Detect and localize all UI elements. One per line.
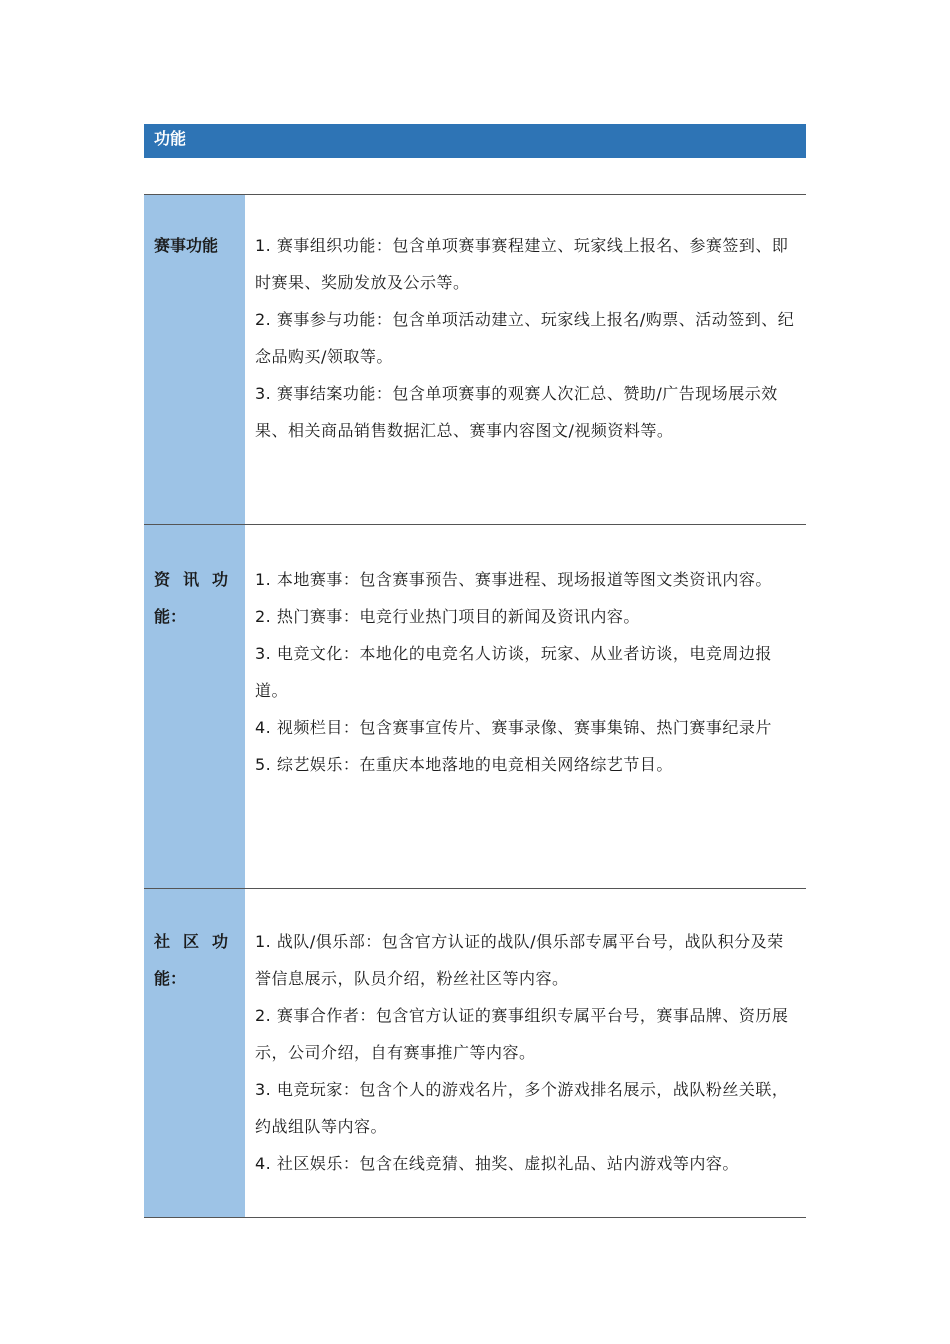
list-item: 4. 社区娱乐：包含在线竞猜、抽奖、虚拟礼品、站内游戏等内容。 xyxy=(255,1154,739,1173)
list-item: 3. 赛事结案功能：包含单项赛事的观赛人次汇总、赞助/广告现场展示效果、相关商品销售数据汇总、赛事内容图文/视频资料等。 xyxy=(255,384,778,440)
row-label-match xyxy=(144,195,245,524)
list-item: 2. 赛事合作者：包含官方认证的赛事组织专属平台号，赛事品牌、资历展示，公司介绍，自有赛事推广等内容。 xyxy=(255,1006,789,1062)
row-label-line2: 能： xyxy=(154,607,187,626)
table-row-community xyxy=(144,889,806,1218)
list-item: 1. 本地赛事：包含赛事预告、赛事进程、现场报道等图文类资讯内容。 xyxy=(255,570,772,589)
row-label-text: 赛事功能 xyxy=(154,236,219,255)
row-label-line2: 能： xyxy=(154,969,187,988)
feature-table xyxy=(144,194,806,1218)
row-content-match xyxy=(245,195,806,524)
list-item: 1. 赛事组织功能：包含单项赛事赛程建立、玩家线上报名、参赛签到、即时赛果、奖励发放及公示等。 xyxy=(255,236,789,292)
row-label-wrap xyxy=(154,561,228,635)
row-label-news xyxy=(144,525,245,888)
list-item: 5. 综艺娱乐：在重庆本地落地的电竞相关网络综艺节目。 xyxy=(255,755,673,774)
list-item: 3. 电竞玩家：包含个人的游戏名片，多个游戏排名展示，战队粉丝关联，约战组队等内容。 xyxy=(255,1080,789,1136)
row-content-news xyxy=(245,525,806,888)
row-label-line1: 资讯功 xyxy=(154,570,228,589)
table-row-match xyxy=(144,195,806,525)
list-item: 2. 赛事参与功能：包含单项活动建立、玩家线上报名/购票、活动签到、纪念品购买/领取等。 xyxy=(255,310,795,366)
list-item: 1. 战队/俱乐部：包含官方认证的战队/俱乐部专属平台号，战队积分及荣誉信息展示，队员介绍，粉丝社区等内容。 xyxy=(255,932,784,988)
list-item: 3. 电竞文化：本地化的电竞名人访谈，玩家、从业者访谈，电竞周边报道。 xyxy=(255,644,772,700)
row-label-wrap xyxy=(154,923,228,997)
table-row-news xyxy=(144,525,806,889)
row-content-community xyxy=(245,889,806,1217)
section-title: 功能 xyxy=(154,129,187,148)
row-label-line1: 社区功 xyxy=(154,932,228,951)
list-item: 2. 热门赛事：电竞行业热门项目的新闻及资讯内容。 xyxy=(255,607,640,626)
section-header xyxy=(144,124,806,158)
row-label-community xyxy=(144,889,245,1217)
list-item: 4. 视频栏目：包含赛事宣传片、赛事录像、赛事集锦、热门赛事纪录片 xyxy=(255,718,772,737)
